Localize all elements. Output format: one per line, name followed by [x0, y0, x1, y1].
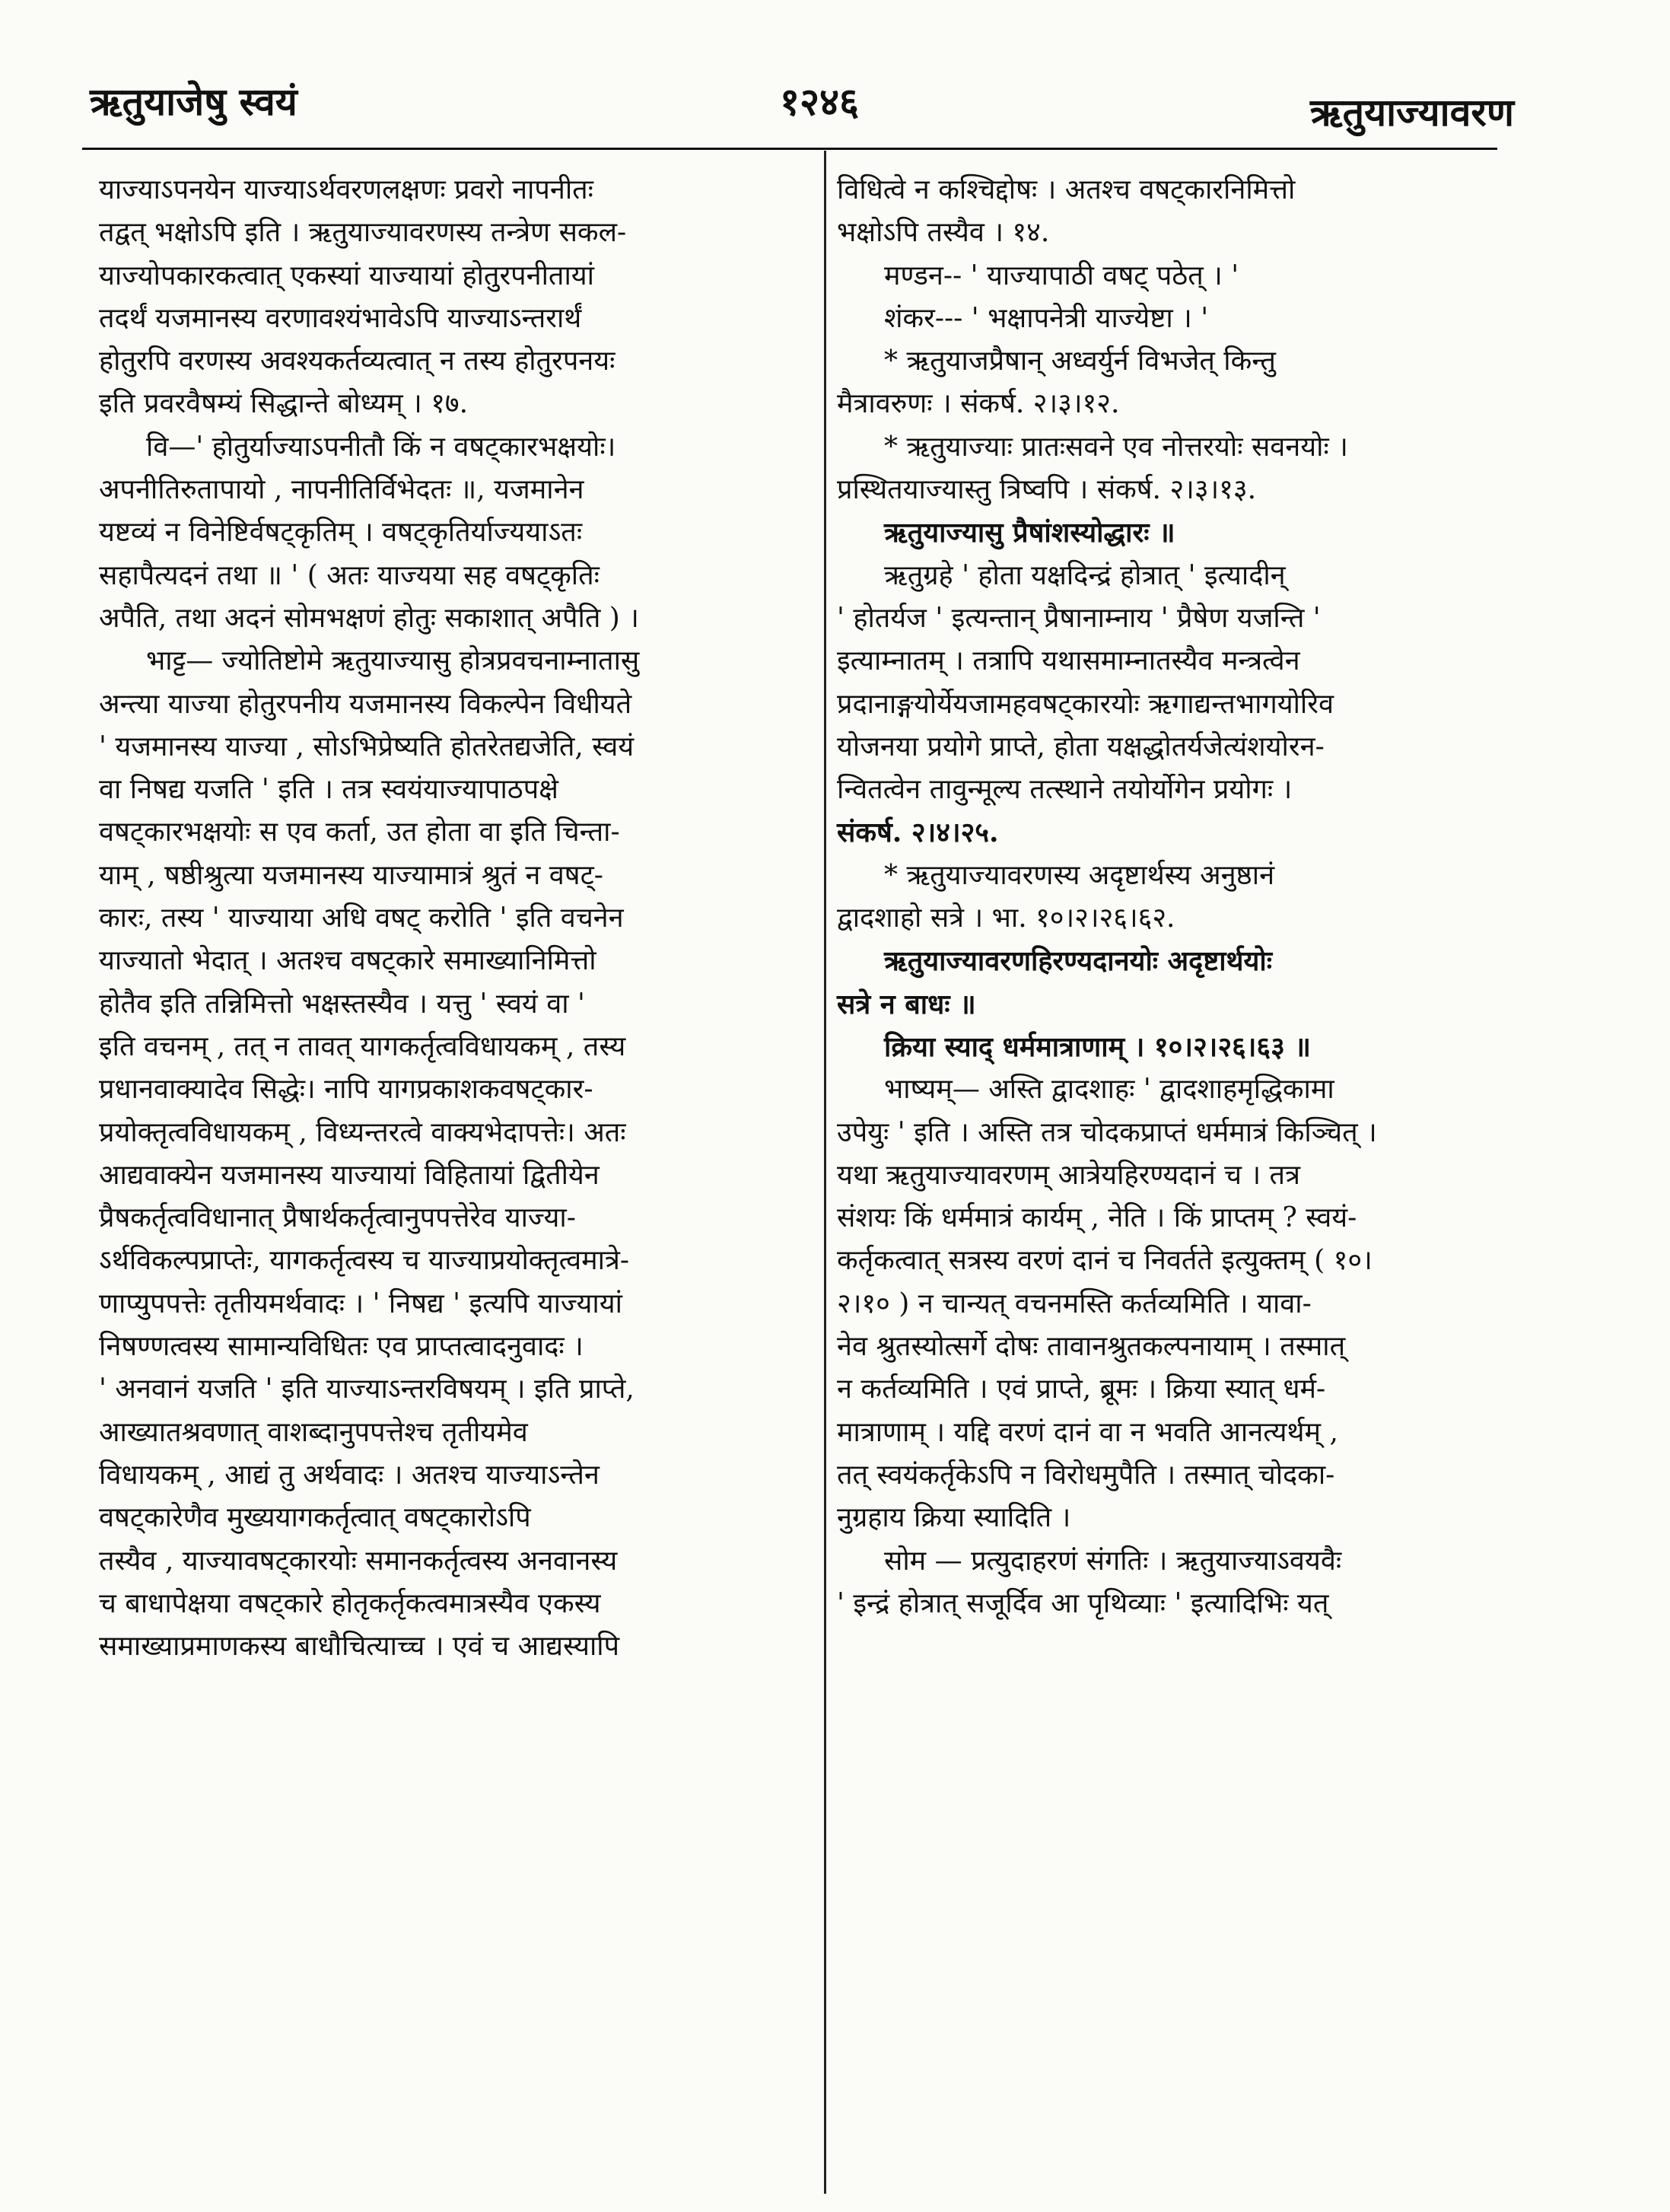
text-line: वा निषद्य यजति ' इति । तत्र स्वयंयाज्यापाठपक्षे — [99, 774, 558, 806]
text-line: वषट्कारेणैव मुख्ययागकर्तृत्वात् वषट्कारोऽपि — [99, 1502, 531, 1534]
text-line: यष्टव्यं न विनेष्टिर्वषट्कृतिम् । वषट्कृतिर्याज्ययाऽतः — [99, 517, 583, 549]
sutra-line: क्रिया स्याद् धर्ममात्राणाम् । १०।२।२६।६३ ॥ — [884, 1030, 1311, 1063]
text-line: तदर्थं यजमानस्य वरणावश्यंभावेऽपि याज्याऽन्तरार्थं — [99, 302, 582, 334]
header-left-title: ऋतुयाजेषु स्वयं — [90, 80, 297, 124]
text-line: सहापैत्यदनं तथा ॥ ' ( अतः याज्यया सह वषट्कृतिः — [99, 559, 600, 591]
text-line: याज्यातो भेदात् । अतश्च वषट्कारे समाख्यानिमित्तो — [99, 945, 596, 977]
text-line: च बाधापेक्षया वषट्कारे होतृकर्तृकत्वमात्रस्यैव एकस्य — [99, 1587, 601, 1619]
text-line: आख्यातश्रवणात् वाशब्दानुपपत्तेश्च तृतीयमेव — [99, 1416, 528, 1448]
text-line: नुग्रहाय क्रिया स्यादिति । — [837, 1502, 1071, 1534]
text-line: मैत्रावरुणः । संकर्ष. २।३।१२. — [837, 388, 1120, 420]
column-divider — [824, 151, 826, 2194]
text-line: ऋतुग्रहे ' होता यक्षदिन्द्रं होत्रात् ' इत्यादीन् — [884, 559, 1286, 591]
text-line: प्रस्थितयाज्यास्तु त्रिष्वपि । संकर्ष. २।३।१३. — [837, 474, 1257, 506]
text-line: णाप्युपपत्तेः तृतीयमर्थवादः । ' निषद्य ' इत्यपि याज्यायां — [99, 1287, 622, 1319]
text-line: द्वादशाहो सत्रे । भा. १०।२।२६।६२. — [837, 902, 1175, 934]
text-line: सोम — प्रत्युदाहरणं संगतिः । ऋतुयाज्याऽवयवैः — [884, 1545, 1342, 1577]
text-line: समाख्याप्रमाणकस्य बाधौचित्याच्च । एवं च आद्यस्यापि — [99, 1631, 620, 1663]
page-header — [0, 0, 1670, 160]
text-line: कारः, तस्य ' याज्याया अधि वषट् करोति ' इति वचनेन — [99, 902, 624, 934]
text-line: * ऋतुयाज्याः प्रातःसवने एव नोत्तरयोः सवनयोः । — [884, 431, 1348, 463]
header-rule — [82, 148, 1497, 150]
text-line: होतैव इति तन्निमित्तो भक्षस्तस्यैव । यत्तु ' स्वयं वा ' — [99, 988, 585, 1020]
text-line: विधायकम् , आद्यं तु अर्थवादः । अतश्च याज्याऽन्तेन — [99, 1459, 600, 1491]
text-line: ' इन्द्रं होत्रात् सजूर्दिव आ पृथिव्याः ' इत्यादिभिः यत् — [837, 1587, 1329, 1619]
text-line: याम् , षष्ठीश्रुत्या यजमानस्य याज्यामात्रं श्रुतं न वषट्- — [99, 859, 603, 891]
text-line: ऽर्थविकल्पप्राप्तेः, यागकर्तृत्वस्य च याज्याप्रयोक्तृत्वमात्रे- — [99, 1245, 630, 1277]
text-line: ' यजमानस्य याज्या , सोऽभिप्रेष्यति होतरेतद्यजेति, स्वयं — [99, 730, 635, 762]
text-line: २।१० ) न चान्यत् वचनमस्ति कर्तव्यमिति । यावा- — [837, 1287, 1312, 1319]
text-line: मात्राणाम् । यद्दि वरणं दानं वा न भवति आनत्यर्थम् , — [837, 1416, 1338, 1448]
text-line: अपनीतिरुतापायो , नापनीतिर्विभेदतः ॥, यजमानेन — [99, 474, 584, 506]
section-heading: सत्रे न बाधः ॥ — [837, 988, 976, 1020]
text-line: निषण्णत्वस्य सामान्यविधितः एव प्राप्तत्वादनुवादः । — [99, 1331, 584, 1363]
text-line: तस्यैव , याज्यावषट्कारयोः समानकर्तृत्वस्य अनवानस्य — [99, 1545, 618, 1577]
text-line: कर्तृकत्वात् सत्रस्य वरणं दानं च निवर्तते इत्युक्तम् ( १०। — [837, 1245, 1373, 1277]
text-line: संकर्ष. २।४।२५. — [837, 816, 999, 849]
text-line: अन्त्या याज्या होतुरपनीय यजमानस्य विकल्पेन विधीयते — [99, 688, 632, 720]
text-line: यथा ऋतुयाज्यावरणम् आत्रेयहिरण्यदानं च । तत्र — [837, 1159, 1300, 1191]
section-heading: ऋतुयाज्यावरणहिरण्यदानयोः अदृष्टार्थयोः — [884, 945, 1273, 978]
text-line: न्वितत्वेन तावुन्मूल्य तत्स्थाने तयोर्योगेन प्रयोगः । — [837, 774, 1293, 806]
text-line: तत् स्वयंकर्तृकेऽपि न विरोधमुपैति । तस्मात् चोदका- — [837, 1459, 1335, 1491]
text-line: योजनया प्रयोगे प्राप्ते, होता यक्षद्धोतर्यजेत्यंशयोरन- — [837, 730, 1325, 762]
text-line: प्रधानवाक्यादेव सिद्धेः। नापि यागप्रकाशकवषट्कार- — [99, 1074, 593, 1106]
text-line: भक्षोऽपि तस्यैव । १४. — [837, 217, 1050, 249]
text-line: प्रयोक्तृत्वविधायकम् , विध्यन्तरत्वे वाक्यभेदापत्तेः। अतः — [99, 1116, 626, 1148]
text-line: ' अनवानं यजति ' इति याज्याऽन्तरविषयम् । इति प्राप्ते, — [99, 1373, 635, 1405]
text-line: होतुरपि वरणस्य अवश्यकर्तव्यत्वात् न तस्य होतुरपनयः — [99, 345, 616, 377]
text-line: विधित्वे न कश्चिद्दोषः । अतश्च वषट्कारनिमित्तो — [837, 174, 1296, 205]
text-line: इति वचनम् , तत् न तावत् यागकर्तृत्वविधायकम् , तस्य — [99, 1030, 626, 1062]
text-line: शंकर--- ' भक्षापनेत्री याज्येष्टा । ' — [884, 302, 1209, 334]
right-column — [837, 169, 1497, 1625]
text-line: मण्डन-- ' याज्यापाठी वषट् पठेत् । ' — [884, 259, 1239, 291]
header-right-title: ऋतुयाज्यावरण — [1309, 91, 1514, 135]
text-line: इत्याम्नातम् । तत्रापि यथासमाम्नातस्यैव मन्त्रत्वेन — [837, 645, 1300, 677]
text-line: प्रदानाङ्गयोर्येयजामहवषट्कारयोः ऋगाद्यन्तभागयोरिव — [837, 688, 1334, 720]
left-column — [99, 169, 784, 1668]
text-line: * ऋतुयाजप्रैषान् अध्वर्युर्न विभजेत् किन्तु — [884, 345, 1276, 377]
text-line: उपेयुः ' इति । अस्ति तत्र चोदकप्राप्तं धर्ममात्रं किञ्चित् । — [837, 1116, 1377, 1148]
text-line: आद्यवाक्येन यजमानस्य याज्यायां विहितायां द्वितीयेन — [99, 1159, 600, 1191]
text-line: प्रैषकर्तृत्वविधानात् प्रैषार्थकर्तृत्वानुपपत्तेरेव याज्या- — [99, 1202, 576, 1234]
text-line: याज्योपकारकत्वात् एकस्यां याज्यायां होतुरपनीतायां — [99, 259, 594, 291]
text-line: संशयः किं धर्ममात्रं कार्यम् , नेति । किं प्राप्तम् ? स्वयं- — [837, 1202, 1357, 1234]
text-line: तद्वत् भक्षोऽपि इति । ऋतुयाज्यावरणस्य तन्त्रेण सकल- — [99, 217, 627, 249]
text-line: ' होतर्यज ' इत्यन्तान् प्रैषानाम्नाय ' प्रैषेण यजन्ति ' — [837, 602, 1321, 634]
text-line: न कर्तव्यमिति । एवं प्राप्ते, ब्रूमः । क्रिया स्यात् धर्म- — [837, 1373, 1326, 1405]
page-number: १२४६ — [780, 80, 859, 124]
text-line: वि—' होतुर्याज्याऽपनीतौ किं न वषट्कारभक्षयोः। — [146, 431, 616, 463]
text-line: * ऋतुयाज्यावरणस्य अदृष्टार्थस्य अनुष्ठानं — [884, 859, 1275, 891]
text-line: अपैति, तथा अदनं सोमभक्षणं होतुः सकाशात् अपैति ) । — [99, 602, 639, 634]
text-line: भाट्ट— ज्योतिष्टोमे ऋतुयाज्यासु होत्रप्रवचनाम्नातासु — [146, 645, 640, 677]
text-line: इति प्रवरवैषम्यं सिद्धान्ते बोध्यम् । १७. — [99, 388, 469, 420]
text-line: नेव श्रुतस्योत्सर्गे दोषः तावानश्रुतकल्पनायाम् । तस्मात् — [837, 1331, 1346, 1363]
text-line: वषट्कारभक्षयोः स एव कर्ता, उत होता वा इति चिन्ता- — [99, 816, 620, 848]
text-line: याज्याऽपनयेन याज्याऽर्थवरणलक्षणः प्रवरो नापनीतः — [99, 174, 593, 205]
text-line: भाष्यम्— अस्ति द्वादशाहः ' द्वादशाहमृद्धिकामा — [884, 1074, 1334, 1106]
section-heading: ऋतुयाज्यासु प्रैषांशस्योद्धारः ॥ — [884, 517, 1175, 549]
